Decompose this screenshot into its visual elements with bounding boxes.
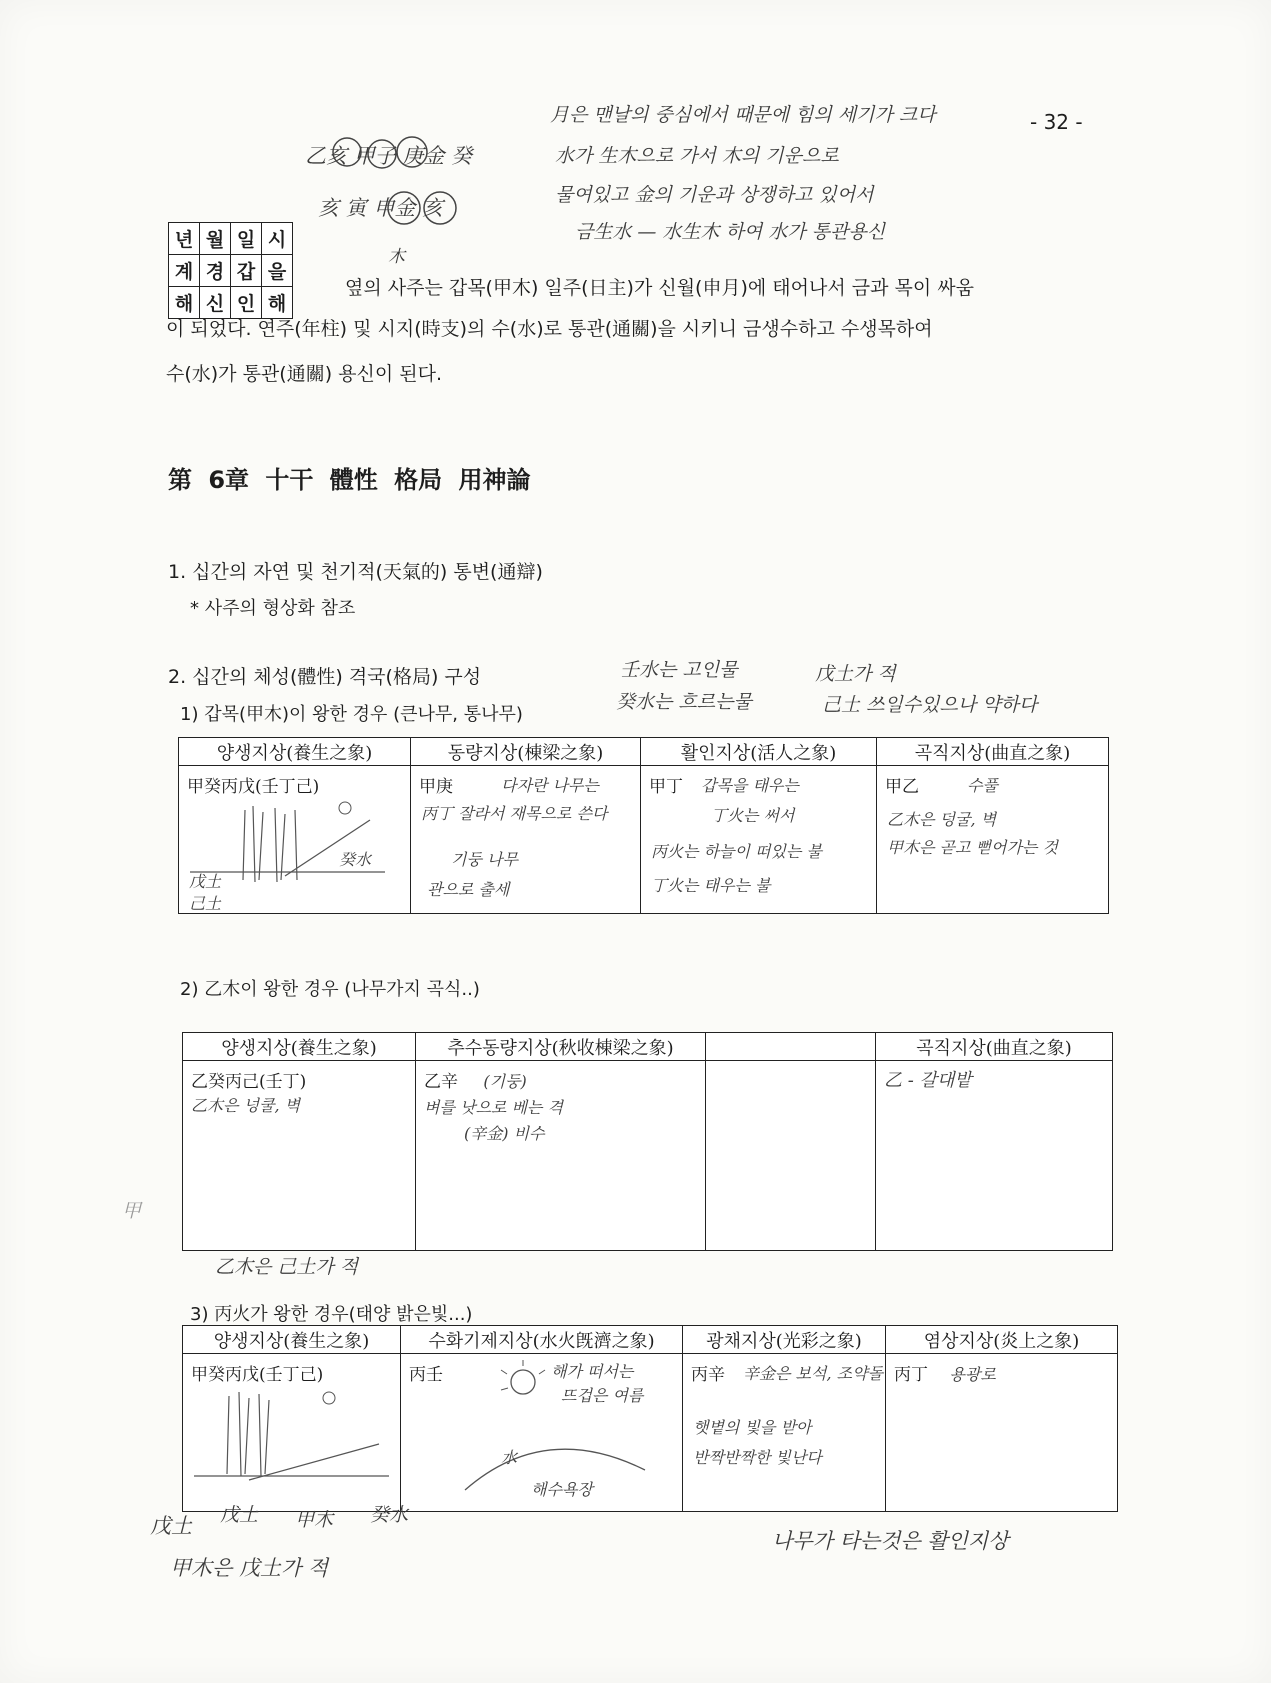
table-cell — [641, 766, 877, 914]
section-1-heading: 1. 십간의 자연 및 천기적(天氣的) 통변(通辯) — [168, 561, 543, 583]
saju-cell: 경 — [200, 255, 231, 287]
table-cell — [876, 1061, 1113, 1251]
cell-hand-text: 수풀 — [967, 776, 998, 795]
cell-hand-text: 관으로 출세 — [427, 880, 510, 899]
handwritten-bottom-left-2: 甲木은 戊土가 적 — [170, 1556, 329, 1580]
table-cell — [416, 1061, 706, 1251]
table-cell — [401, 1354, 683, 1512]
cell-hand-text: 丁火는 써서 — [711, 806, 795, 825]
cell-print-text: 乙辛 — [424, 1072, 458, 1092]
cell-hand-text: 乙 - 갈대밭 — [884, 1070, 972, 1091]
handwritten-pillar-mark: 木 — [388, 247, 405, 267]
handwritten-earth-note-2: 己土 쓰일수있으나 약하다 — [822, 694, 1038, 716]
cell-print-text: 甲癸丙戊(壬丁己) — [191, 1365, 324, 1385]
table-header: 곡직지상(曲直之象) — [877, 738, 1109, 766]
saju-grid — [168, 222, 293, 319]
handwritten-water-note-1: 壬水는 고인물 — [620, 659, 738, 681]
intro-line-2: 이 되었다. 연주(年柱) 및 시지(時支)의 수(水)로 통관(通關)을 시키니 금생수하고 수생목하여 — [166, 318, 933, 340]
handwritten-earth-note-1: 戊土가 적 — [815, 663, 896, 685]
saju-cell: 계 — [169, 255, 200, 287]
intro-line-1: 옆의 사주는 갑목(甲木) 일주(日主)가 신월(申月)에 태어나서 금과 목이 싸움 — [345, 277, 974, 299]
case-2-title: 2) 乙木이 왕한 경우 (나무가지 곡식..) — [180, 979, 480, 1000]
cell-hand-text: 乙木은 덩굴, 벽 — [887, 810, 997, 829]
handwritten-pillars-bottom: 亥 寅 申金 亥 — [318, 196, 444, 220]
cell-hand-text: 丙丁 잘라서 재목으로 쓴다 — [421, 804, 608, 823]
table-header: 곡직지상(曲直之象) — [876, 1033, 1113, 1061]
cell-print-text: 丙壬 — [409, 1365, 443, 1385]
cell-print-text: 甲乙 — [885, 777, 919, 797]
saju-cell: 해 — [262, 287, 293, 319]
cell-hand-text: 해가 떠서는 — [551, 1362, 634, 1381]
table-header — [706, 1033, 876, 1061]
cell-hand-text: 기둥 나무 — [451, 850, 518, 869]
cell-hand-text: 뜨겁은 여름 — [561, 1386, 644, 1405]
table-header: 양생지상(養生之象) — [179, 738, 411, 766]
cell-print-text: 甲庚 — [419, 777, 453, 797]
handwritten-bottom-right: 나무가 타는것은 활인지상 — [772, 1529, 1009, 1553]
saju-cell: 갑 — [231, 255, 262, 287]
cell-hand-text: 갑목을 태우는 — [701, 776, 799, 795]
table-cell — [877, 766, 1109, 914]
case-3-sketch-label: 甲木 — [295, 1509, 334, 1531]
cell-sketch-label: 癸水 — [339, 850, 372, 869]
case-1-title: 1) 갑목(甲木)이 왕한 경우 (큰나무, 통나무) — [180, 704, 523, 725]
saju-cell: 인 — [231, 287, 262, 319]
handwritten-note-line-2: 水가 生木으로 가서 木의 기운으로 — [555, 145, 839, 167]
handwritten-note-line-3: 물여있고 金의 기운과 상쟁하고 있어서 — [555, 184, 874, 206]
table-header: 수화기제지상(水火旣濟之象) — [401, 1326, 683, 1354]
page-number: - 32 - — [1030, 110, 1083, 134]
table-header: 추수동량지상(秋收棟梁之象) — [416, 1033, 706, 1061]
cell-print-text: 丙丁 — [894, 1365, 928, 1385]
table-cell — [706, 1061, 876, 1251]
chapter-title: 第 6章 十干 體性 格局 用神論 — [168, 466, 531, 494]
saju-cell: 을 — [262, 255, 293, 287]
cell-hand-text: 용광로 — [949, 1365, 996, 1384]
saju-cell: 해 — [169, 287, 200, 319]
cell-hand-text: 辛金은 보석, 조약돌 — [743, 1364, 883, 1383]
case-1-table — [178, 737, 1109, 914]
handwritten-note-line-1: 月은 맨날의 중심에서 때문에 힘의 세기가 크다 — [550, 104, 936, 126]
table-header: 동량지상(棟梁之象) — [411, 738, 641, 766]
saju-cell: 월 — [200, 223, 231, 255]
cell-hand-text: 丁火는 태우는 불 — [651, 876, 771, 895]
case-3-sketch-label: 戊土 — [220, 1504, 259, 1526]
cell-print-text: 甲癸丙戊(壬丁己) — [187, 777, 320, 797]
table-header: 광채지상(光彩之象) — [683, 1326, 886, 1354]
saju-cell: 년 — [169, 223, 200, 255]
table-cell — [886, 1354, 1118, 1512]
section-1-note: * 사주의 형상화 참조 — [190, 598, 356, 619]
case-3-title: 3) 丙火가 왕한 경우(태양 밝은빛...) — [190, 1304, 473, 1325]
table-header: 양생지상(養生之象) — [183, 1033, 416, 1061]
case-3-table — [182, 1325, 1118, 1512]
cell-hand-text: 丙火는 하늘이 떠있는 불 — [651, 842, 822, 861]
saju-cell: 시 — [262, 223, 293, 255]
cell-hand-text: 벼를 낫으로 베는 격 — [424, 1098, 563, 1117]
cell-hand-text: 반짝반짝한 빛난다 — [693, 1448, 822, 1467]
handwritten-water-note-2: 癸水는 흐르는물 — [616, 691, 752, 713]
table-cell — [183, 1354, 401, 1512]
table-cell — [179, 766, 411, 914]
cell-hand-text: 己土 — [189, 894, 222, 913]
cell-hand-text: 水 — [501, 1448, 518, 1467]
table-header: 양생지상(養生之象) — [183, 1326, 401, 1354]
cell-hand-text: 다자란 나무는 — [501, 776, 599, 795]
cell-hand-text: (辛金) 비수 — [464, 1124, 545, 1143]
saju-cell: 신 — [200, 287, 231, 319]
handwritten-bottom-left-1: 戊土 — [150, 1514, 192, 1538]
case-3-sketch-label: 癸水 — [370, 1504, 409, 1526]
cell-print-text: 乙癸丙己(壬丁) — [191, 1072, 307, 1092]
table-cell — [411, 766, 641, 914]
saju-cell: 일 — [231, 223, 262, 255]
cell-hand-text: (기둥) — [483, 1072, 527, 1091]
handwritten-note-line-4: 금生水 — 水生木 하여 水가 통관용신 — [575, 221, 886, 243]
cell-hand-text: 甲木은 곧고 뻗어가는 것 — [887, 838, 1058, 857]
section-2-heading: 2. 십간의 체성(體性) 격국(格局) 구성 — [168, 666, 482, 688]
cell-hand-text: 햇볕의 빛을 받아 — [693, 1418, 812, 1437]
table-header: 활인지상(活人之象) — [641, 738, 877, 766]
intro-line-3: 수(水)가 통관(通關) 용신이 된다. — [166, 363, 442, 385]
table-cell — [683, 1354, 886, 1512]
case-2-below-note: 乙木은 己土가 적 — [215, 1256, 359, 1278]
handwritten-pillars-top: 乙亥 甲子 庚金 癸 — [305, 144, 473, 168]
case-2-table — [182, 1032, 1113, 1251]
cell-print-text: 丙辛 — [691, 1365, 725, 1385]
table-cell — [183, 1061, 416, 1251]
margin-mark: 甲 — [122, 1200, 142, 1222]
cell-hand-text: 해수욕장 — [531, 1480, 593, 1499]
cell-print-text: 甲丁 — [649, 777, 683, 797]
grass-sketch-icon — [189, 1384, 389, 1494]
table-header: 염상지상(炎上之象) — [886, 1326, 1118, 1354]
cell-hand-text: 乙木은 넝쿨, 벽 — [191, 1096, 301, 1115]
cell-hand-text: 戊土 — [189, 872, 222, 891]
